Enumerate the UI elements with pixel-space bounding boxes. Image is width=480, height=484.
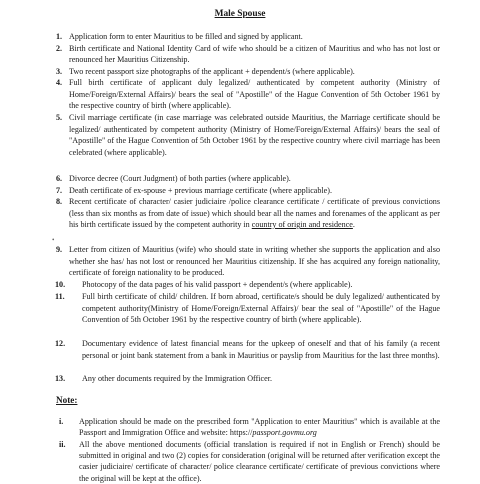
note-number: i. xyxy=(59,417,64,426)
list-item xyxy=(56,31,440,43)
item-number: 10. xyxy=(55,280,66,289)
note-heading: Note: xyxy=(56,395,78,405)
item-text: Death certificate of ex-spouse + previous marriage certificate (where applicable). xyxy=(69,185,332,195)
item-number: 13. xyxy=(55,374,66,383)
item-text: Documentary evidence of latest financial means for the upkeep of oneself and that of his family (a recent personal or joint bank statement from a bank in Mauritius or payslip from Mauritius for the last three months). xyxy=(82,339,440,360)
note-item xyxy=(59,416,440,438)
item-text: Full birth certificate of applicant duly legalized/ authenticated by competent authority (Ministry of Home/Foreign/External Affairs)/ bears the seal of "Apostille" of the Hague Convention of 5th October 1961 by the respective country of birth (where applicable). xyxy=(69,78,440,111)
list-item xyxy=(56,112,440,158)
item-number: 7. xyxy=(56,185,63,195)
note-item xyxy=(59,439,440,484)
website-link[interactable]: passport.govmu.org xyxy=(252,428,317,438)
item-text: Birth certificate and National Identity Card of wife who should be a citizen of Mauritius and who has not lost or renounced her Mauritius Citizenship. xyxy=(69,43,440,65)
list-item xyxy=(55,338,440,361)
list-item xyxy=(56,173,440,185)
item-text: Letter from citizen of Mauritius (wife) who should state in writing whether she supports the application and also whether she has/ has not lost or renounced her Mauritius citizenship. If she has acquired any foreign nationality, certificate of foreign nationality to be produced. xyxy=(69,245,440,278)
item-number: 1. xyxy=(56,32,63,41)
list-item xyxy=(56,43,440,66)
item-text-tail: . xyxy=(352,220,355,230)
note-text: All the above mentioned documents (official translation is required if not in English or French) should be submitted in original and two (2) copies for consideration (original will be returned after verification except the casier judiciaire/ certificate of character/ police clearance certificate/ certificate of previous convictions where the original will be kept at the office). xyxy=(79,440,440,483)
list-item xyxy=(55,279,440,291)
list-item xyxy=(56,244,440,279)
stray-bullet-mark: • xyxy=(52,236,55,244)
item-number: 5. xyxy=(56,113,63,122)
item-text: Two recent passport size photographs of the applicant + dependent/s (where applicable). xyxy=(69,66,355,76)
item-number: 6. xyxy=(56,174,63,183)
item-number: 12. xyxy=(55,339,66,348)
item-number: 3. xyxy=(56,66,63,76)
item-text: Application form to enter Mauritius to be filled and signed by applicant. xyxy=(69,32,303,41)
page-heading: Male Spouse xyxy=(214,9,266,19)
list-item xyxy=(56,196,440,231)
item-number: 11. xyxy=(55,292,65,301)
note-text: Application should be made on the prescribed form "Application to enter Mauritius" which is available at the Passport and Immigration Office and website: https:// xyxy=(79,417,440,438)
item-number: 2. xyxy=(56,43,63,53)
item-text: Full birth certificate of child/ children. If born abroad, certificate/s should be duly legalized/ authenticated by competent authority(Ministry of Home/Foreign/External Affairs)/ bear the seal of "Apostille" of the Hague Convention of 5th October 1961 by the respective country of birth (where applicable). xyxy=(82,292,440,325)
item-text: Civil marriage certificate (in case marriage was celebrated outside Mauritius, the Marriage certificate should be legalized/ authenticated by competent authority (Ministry of Home/Foreign/External Affairs)/ bears the seal of "Apostille" of the Hague Convention of 5th October 1961 by the respective country where civil marriage has been celebrated (where applicable). xyxy=(69,113,440,157)
item-text: Divorce decree (Court Judgment) of both parties (where applicable). xyxy=(69,174,291,183)
item-text: Any other documents required by the Immigration Officer. xyxy=(82,374,273,383)
item-text: Photocopy of the data pages of his valid passport + dependent/s (where applicable). xyxy=(82,280,353,289)
item-text: Recent certificate of character/ casier judiciaire /police clearance certificate / certificate of previous convictions (less than six months as from date of issue) which should bear all the names and forenames of the applicant as per his birth certificate issued by the competent authority in xyxy=(69,197,440,230)
country-of-origin-link-text: country of origin and residence xyxy=(251,220,353,230)
item-number: 8. xyxy=(56,197,63,206)
list-item xyxy=(56,77,440,112)
list-item xyxy=(55,291,440,326)
item-number: 4. xyxy=(56,78,63,87)
note-number: ii. xyxy=(59,440,66,449)
list-item xyxy=(56,185,440,197)
list-item xyxy=(56,66,440,78)
item-number: 9. xyxy=(56,245,63,254)
list-item xyxy=(55,373,440,385)
